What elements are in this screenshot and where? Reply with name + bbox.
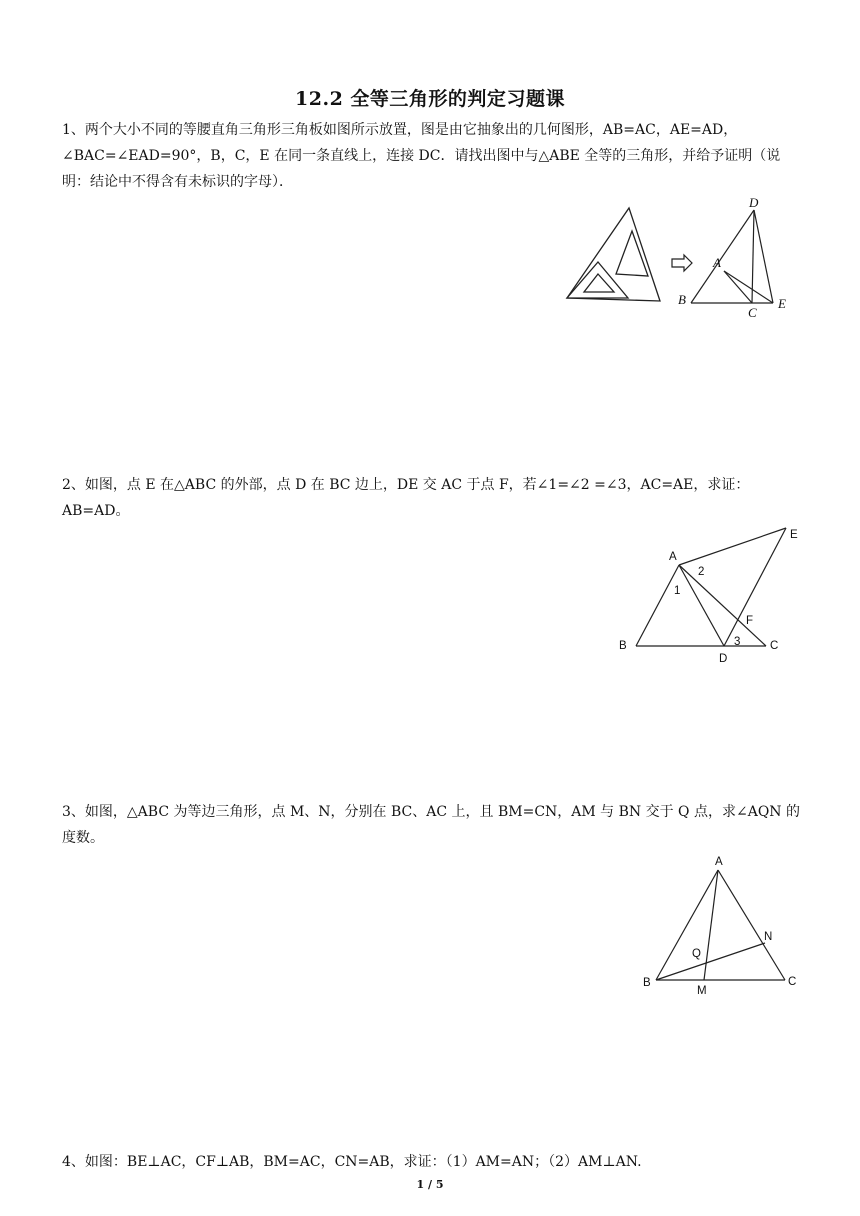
point-label-q: Q — [692, 948, 701, 960]
triangle-diagram — [691, 210, 773, 303]
point-label-f: F — [746, 615, 754, 627]
triangle-diagram — [636, 528, 786, 646]
question-1-figure — [562, 195, 802, 323]
question-1-text: 1、两个大小不同的等腰直角三角形三角板如图所示放置，图是由它抽象出的几何图形，AB=AC，AE=AD，∠BAC=∠EAD=90°，B，C，E 在同一条直线上，连接 DC．请找出图中与△ABE 全等的三角形，并给予证明（说明：结论中不得含有未标识的字母）． — [62, 122, 781, 190]
point-label-e: E — [790, 529, 798, 541]
angle-label-3: 3 — [734, 636, 741, 648]
point-label-b: B — [678, 292, 686, 307]
page-title: 12.2 全等三角形的判定习题课 — [295, 88, 565, 110]
point-label-d: D — [749, 195, 759, 210]
point-label-a: A — [715, 856, 723, 868]
angle-label-1: 1 — [674, 585, 681, 597]
point-label-n: N — [764, 931, 773, 943]
point-label-c: C — [770, 640, 779, 652]
point-label-d: D — [719, 653, 728, 665]
point-label-a: A — [713, 255, 721, 270]
angle-label-2: 2 — [698, 566, 705, 578]
arrow-right-icon — [672, 255, 692, 271]
point-label-a: A — [669, 551, 677, 563]
point-label-e: E — [778, 296, 786, 311]
page-number: 1 / 5 — [416, 1178, 444, 1191]
question-2-figure — [612, 524, 812, 664]
question-3-text: 3、如图，△ABC 为等边三角形，点 M、N，分别在 BC、AC 上，且 BM=CN，AM 与 BN 交于 Q 点，求∠AQN 的度数。 — [62, 804, 801, 846]
point-label-c: C — [748, 305, 757, 320]
triangle-diagram — [656, 870, 785, 980]
point-label-c: C — [788, 976, 797, 988]
point-label-m: M — [697, 985, 707, 997]
point-label-b: B — [619, 640, 627, 652]
set-square-illustration — [567, 208, 660, 301]
point-label-b: B — [643, 977, 651, 989]
question-2-text: 2、如图，点 E 在△ABC 的外部，点 D 在 BC 边上，DE 交 AC 于点 F，若∠1=∠2 =∠3，AC=AE，求证：AB=AD。 — [62, 477, 750, 519]
question-3-figure — [640, 851, 810, 1001]
question-4-text: 4、如图：BE⊥AC，CF⊥AB，BM=AC，CN=AB，求证：（1）AM=AN；（2）AM⊥AN. — [62, 1154, 642, 1170]
